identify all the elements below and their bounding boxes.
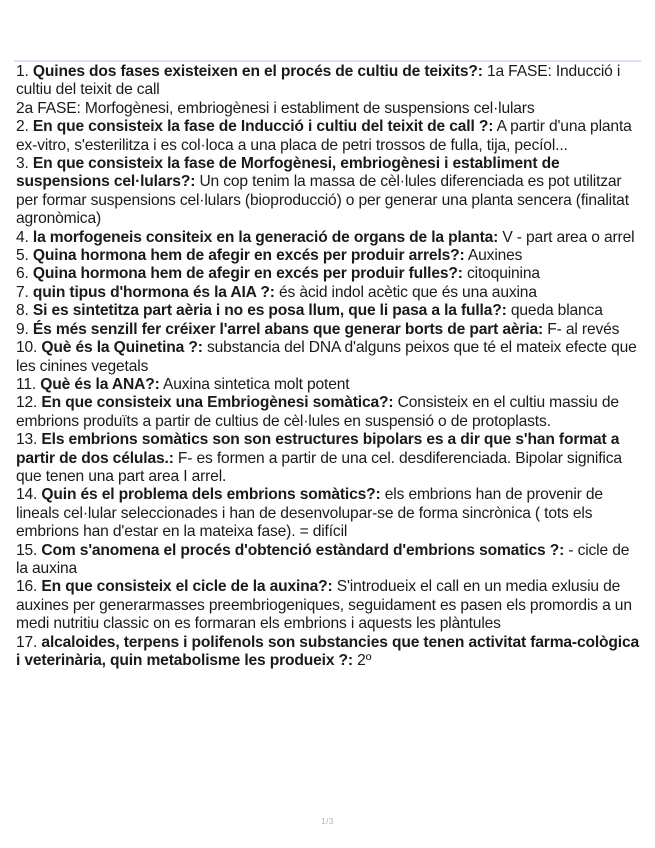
- item-number: 8.: [16, 302, 29, 320]
- question-text: En que consisteix la fase de Morfogènesi, embriogènesi i establiment de suspensions cel·lulars?:: [16, 155, 560, 191]
- qa-item-6: [16, 265, 642, 283]
- item-number: 4.: [16, 228, 29, 246]
- qa-item-1: [16, 63, 642, 118]
- question-text: En que consisteix la fase de Inducció i cultiu del teixit de call ?:: [32, 118, 494, 136]
- answer-text: Consisteix en el cultiu massiu de embrions produïts a partir de cultius de cèl·lules en suspensió o de protoplasts.: [16, 394, 619, 430]
- answer-text: 2º: [357, 652, 372, 669]
- question-text: Quina hormona hem de afegir en excés per produir arrels?:: [32, 247, 465, 265]
- question-text: Quina hormona hem de afegir en excés per produir fulles?:: [32, 265, 463, 283]
- answer-text: Auxina sintetica molt potent: [162, 375, 350, 393]
- item-number: 12.: [16, 394, 38, 412]
- item-number: 17.: [16, 633, 38, 651]
- answer-text: substancia del DNA d'alguns peixos que té el mateix efecte que les cinines vegetals: [16, 339, 637, 375]
- qa-item-4: [16, 229, 642, 247]
- qa-item-16: [16, 578, 642, 633]
- qa-item-5: [16, 247, 642, 265]
- question-text: Els embrions somàtics son son estructures bipolars es a dir que s'han format a partir de dos células.:: [16, 431, 620, 467]
- qa-item-17: [16, 634, 642, 671]
- item-number: 11.: [16, 375, 37, 393]
- qa-item-7: [16, 284, 642, 302]
- answer-text: F- al revés: [547, 320, 620, 338]
- answer-text: Un cop tenim la massa de cèl·lules diferenciada es pot utilitzar per formar suspensions cel·lulars (bioproducció) o per generar una planta sencera (finalitat agronòmica): [16, 173, 629, 228]
- answer-text: A partir d'una planta ex-vitro, s'esterilitza i es col·loca a una placa de petri trossos de fulla, tija, pecíol...: [16, 118, 632, 154]
- qa-item-10: [16, 339, 642, 376]
- top-divider: [14, 60, 641, 62]
- answer-text: els embrions han de provenir de lineals cel·lular seleccionades i han de desenvolupar-se de forma sincrònica ( tots els embrions han d'estar en la mateixa fase). = difícil: [16, 486, 603, 541]
- question-text: Què és la ANA?:: [40, 375, 160, 393]
- qa-item-11: [16, 376, 642, 394]
- qa-item-15: [16, 542, 642, 579]
- qa-item-8: [16, 302, 642, 320]
- answer-text: queda blanca: [510, 302, 603, 320]
- question-text: Si es sintetitza part aèria i no es posa llum, que li pasa a la fulla?:: [32, 302, 507, 320]
- answer-text: V - part area o arrel: [502, 228, 635, 246]
- item-number: 15.: [16, 541, 38, 559]
- item-number: 3.: [16, 155, 29, 173]
- answer-text: citoquinina: [467, 265, 540, 283]
- question-text: Quines dos fases existeixen en el procés de cultiu de teixits?:: [32, 63, 483, 80]
- item-number: 1.: [16, 63, 29, 80]
- item-number: 9.: [16, 320, 29, 338]
- qa-item-13: [16, 431, 642, 486]
- question-text: Com s'anomena el procés d'obtenció estàndard d'embrions somatics ?:: [41, 541, 565, 559]
- page-number: 1/3: [321, 817, 334, 826]
- question-text: És més senzill fer créixer l'arrel abans que generar borts de part aèria:: [32, 320, 544, 338]
- question-text: alcaloides, terpens i polifenols son substancies que tenen activitat farma-cològica i veterinària, quin metabolisme les produeix ?:: [16, 633, 640, 669]
- answer-text: és àcid indol acètic que és una auxina: [279, 283, 537, 301]
- item-number: 13.: [16, 431, 38, 449]
- document-body: [16, 63, 642, 670]
- question-text: la morfogeneis consiteix en la generació de organs de la planta:: [32, 228, 499, 246]
- answer-text: - cicle de la auxina: [16, 541, 630, 577]
- qa-item-2: [16, 118, 642, 155]
- answer-text: Auxines: [467, 247, 523, 265]
- item-number: 10.: [16, 339, 38, 357]
- item-number: 5.: [16, 247, 29, 265]
- item-number: 14.: [16, 486, 38, 504]
- question-text: Quin és el problema dels embrions somàtics?:: [41, 486, 381, 504]
- answer-text: F- es formen a partir de una cel. desdiferenciada. Bipolar significa que tenen una part area I arrel.: [16, 449, 622, 485]
- qa-item-9: [16, 321, 642, 339]
- qa-item-14: [16, 486, 642, 541]
- question-text: En que consisteix el cicle de la auxina?:: [41, 578, 333, 596]
- question-text: Què és la Quinetina ?:: [41, 339, 203, 357]
- item-number: 16.: [16, 578, 38, 596]
- question-text: En que consisteix una Embriogènesi somàtica?:: [41, 394, 394, 412]
- question-text: quin tipus d'hormona és la AIA ?:: [32, 283, 275, 301]
- item-number: 7.: [16, 283, 29, 301]
- answer-text-continued: 2a FASE: Morfogènesi, embriogènesi i establiment de suspensions cel·lulars: [16, 99, 535, 117]
- item-number: 2.: [16, 118, 29, 136]
- item-number: 6.: [16, 265, 29, 283]
- qa-item-12: [16, 394, 642, 431]
- qa-item-3: [16, 155, 642, 229]
- answer-text: 1a FASE: Inducció i cultiu del teixit de call: [16, 63, 621, 99]
- answer-text: S'introdueix el call en un media exlusiu de auxines per generarmasses preembriogeniques, seguidament es pasen els promordis a un medi nutritiu classic on es formaran els embrions i aquests les plàntules: [16, 578, 632, 633]
